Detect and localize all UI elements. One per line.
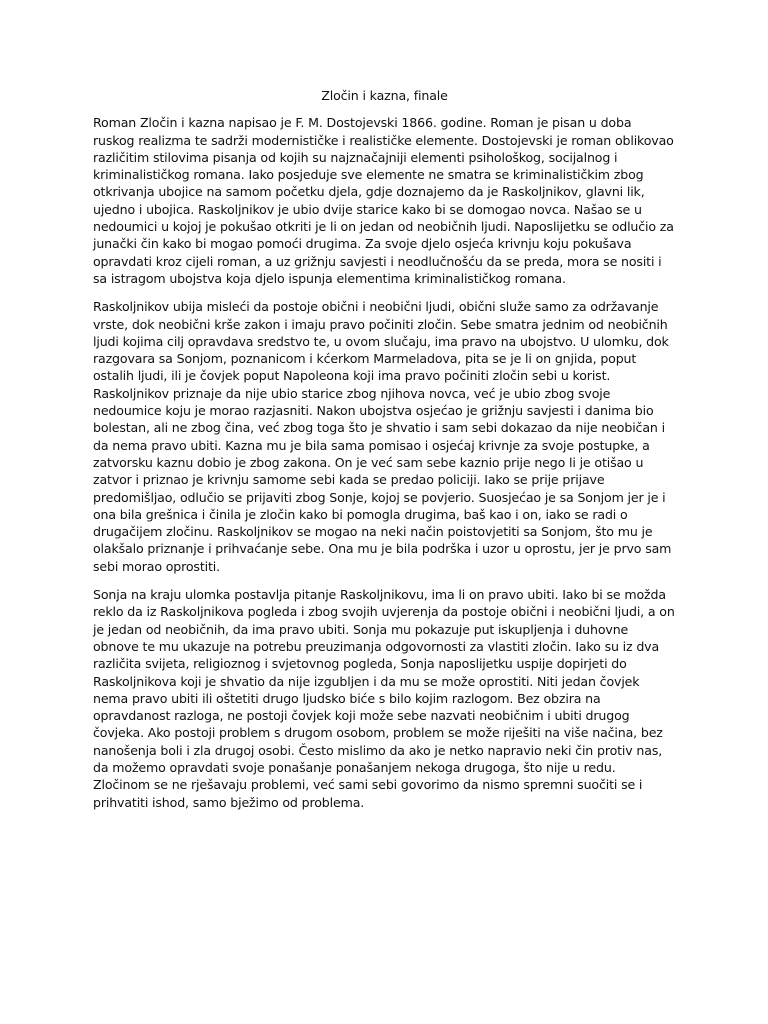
- paragraph-conclusion: Sonja na kraju ulomka postavlja pitanje Raskoljnikovu, ima li on pravo ubiti. Iako bi se možda reklo da iz Raskoljnikova pogleda i zbog svojih uvjerenja da postoje obični i neobični ljudi, a on je jedan od neobičnih, da ima pravo ubiti. Sonja mu pokazuje put iskupljenja i duhovne obnove te mu ukazuje na potrebu preuzimanja odgovornosti za vlastiti zločin. Iako su iz dva različita svijeta, religioznog i svjetovnog pogleda, Sonja naposlijetku uspije dopirjeti do Raskoljnikova koji je shvatio da nije izgubljen i da mu se može oprostiti. Niti jedan čovjek nema pravo ubiti ili oštetiti drugo ljudsko biće s bilo kojim razlogom. Bez obzira na opravdanost razloga, ne postoji čovjek koji može sebe nazvati neobičnim i ubiti drugog čovjeka. Ako postoji problem s drugom osobom, problem se može riješiti na više načina, bez nanošenja boli i zla drugoj osobi. Često mislimo da ako je netko napravio neki čin protiv nas, da možemo opravdati svoje ponašanje ponašanjem nekoga drugoga, što nije u redu. Zločinom se ne rješavaju problemi, već sami sebi govorimo da nismo spremni suočiti se i prihvatiti ishod, samo bježimo od problema.: [93, 587, 675, 810]
- document-title: Zločin i kazna, finale: [321, 88, 448, 103]
- paragraph-analysis: Raskoljnikov ubija misleći da postoje obični i neobični ljudi, obični služe samo za održavanje vrste, dok neobični krše zakon i imaju pravo počiniti zločin. Sebe smatra jednim od neobičnih ljudi kojima cilj opravdava sredstvo te, u ovom slučaju, ima pravo na ubojstvo. U ulomku, dok razgovara sa Sonjom, poznanicom i kćerkom Marmeladova, pita se je li on gnjida, poput ostalih ljudi, ili je čovjek poput Napoleona koji ima pravo počiniti zločin sebi u korist. Raskoljnikov priznaje da nije ubio starice zbog njihova novca, već je ubio zbog svoje nedoumice koju je morao razjasniti. Nakon ubojstva osjećao je grižnju savjesti i danima bio bolestan, ali ne zbog čina, već zbog toga što je shvatio i sam sebi dokazao da nije neobičan i da nema pravo ubiti. Kazna mu je bila sama pomisao i osjećaj krivnje za svoje postupke, a zatvorsku kaznu dobio je zbog zakona. On je već sam sebe kaznio prije nego li je otišao u zatvor i priznao je krivnju samome sebi kada se predao policiji. Iako se prije prijave predomišljao, odlučio se prijaviti zbog Sonje, kojoj se povjerio. Suosjećao je sa Sonjom jer je i ona bila grešnica i činila je zločin kako bi pomogla drugima, baš kao i on, iako se radi o drugačijem zločinu. Raskoljnikov se mogao na neki način poistovjetiti sa Sonjom, što mu je olakšalo priznanje i prihvaćanje sebe. Ona mu je bila podrška i uzor u oprostu, jer je prvo sam sebi morao oprostiti.: [93, 299, 672, 574]
- paragraph-intro: Roman Zločin i kazna napisao je F. M. Dostojevski 1866. godine. Roman je pisan u doba ruskog realizma te sadrži modernističke i realističke elemente. Dostojevski je roman oblikovao različitim stilovima pisanja od kojih su najznačajniji elementi psihološkog, socijalnog i kriminalističkog romana. Iako posjeduje sve elemente ne smatra se kriminalističkim zbog otkrivanja ubojice na samom početku djela, gdje doznajemo da je Raskoljnikov, glavni lik, ujedno i ubojica. Raskoljnikov je ubio dvije starice kako bi se domogao novca. Našao se u nedoumici u kojoj je pokušao otkriti je li on jedan od neobičnih ljudi. Naposlijetku se odlučio za junački čin kako bi mogao pomoći drugima. Za svoje djelo osjeća krivnju koju pokušava opravdati kroz cijeli roman, a uz grižnju savjesti i neodlučnošću da se preda, mora se nositi i sa istragom ubojstva koja djelo ispunja elementima kriminalističkog romana.: [93, 115, 674, 286]
- document-body: [93, 87, 676, 822]
